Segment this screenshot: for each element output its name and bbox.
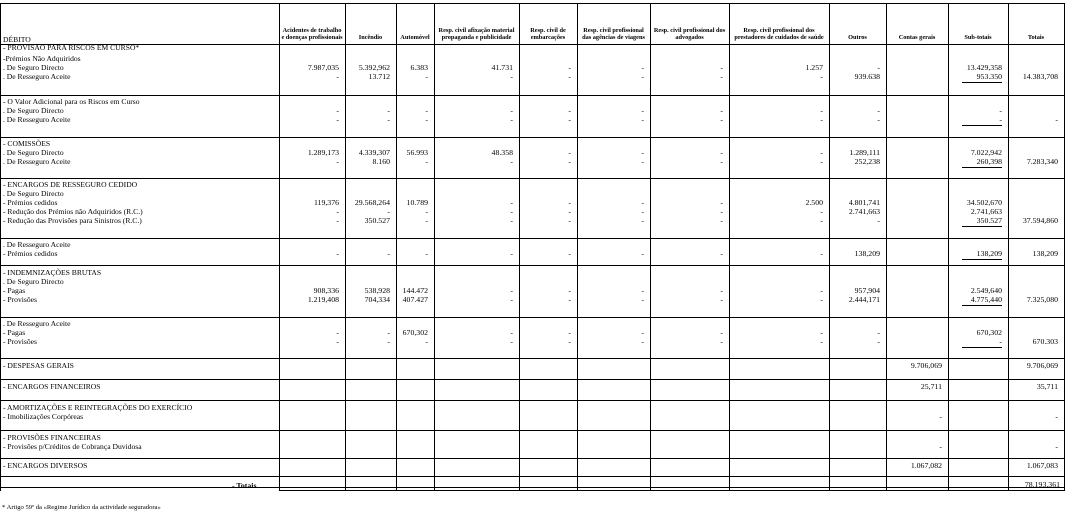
column-header (519, 5, 577, 41)
table-cell: - (641, 295, 644, 304)
table-cell: 350.527 (364, 216, 390, 225)
table-cell: - (425, 157, 428, 166)
table-cell: - (720, 115, 723, 124)
row-label: - ENCARGOS FINANCEIROS (3, 382, 101, 391)
table-cell: - (720, 216, 723, 225)
table-cell: - (387, 115, 390, 124)
subtotal-rule (962, 167, 1002, 168)
table-cell: - (387, 337, 390, 346)
table-cell: - (720, 295, 723, 304)
table-cell: 35,711 (1036, 382, 1058, 391)
table-cell: - (336, 106, 339, 115)
table-cell: - (425, 249, 428, 258)
row-label: . De Seguro Directo (3, 106, 64, 115)
column-header-text: Resp. civil afixação material propaganda e publicidade (438, 27, 515, 41)
column-rule (577, 3, 578, 491)
table-cell: - (641, 148, 644, 157)
row-label: . De Resseguro Aceite (3, 157, 71, 166)
table-cell: - (387, 328, 390, 337)
table-cell: 7.283,340 (1026, 157, 1058, 166)
table-cell: - (820, 216, 823, 225)
column-header (948, 5, 1008, 41)
table-cell: - (568, 148, 571, 157)
column-header-text: Acidentes de trabalho e doenças profissionais (281, 27, 343, 41)
subtotal-rule (962, 125, 1002, 126)
column-header (345, 5, 396, 41)
table-cell: 670,302 (976, 328, 1002, 337)
row-label: - Prémios cedidos (3, 198, 58, 207)
column-header-text: Totais (1027, 34, 1045, 41)
row-label: - PROVISÕES FINANCEIRAS (3, 433, 101, 442)
table-cell: - (425, 216, 428, 225)
column-rule (279, 3, 280, 491)
table-cell: - (820, 115, 823, 124)
table-cell: - (641, 216, 644, 225)
table-cell: - (820, 249, 823, 258)
column-header-text: Automóvel (400, 34, 430, 41)
table-cell: 56.993 (406, 148, 428, 157)
row-label: . De Resseguro Aceite (3, 115, 71, 124)
table-cell: - (720, 207, 723, 216)
table-cell: 138,209 (1032, 249, 1058, 258)
column-header-text: Resp. civil profissional dos advogados (653, 27, 726, 41)
subtotal-rule (962, 259, 1002, 260)
row-label: - Provisões p/Créditos de Cobrança Duvidosa (3, 442, 142, 451)
row-rule (0, 137, 1064, 138)
table-cell: 538,928 (364, 286, 390, 295)
table-cell: - (510, 216, 513, 225)
table-cell: - (641, 337, 644, 346)
table-cell: - (641, 198, 644, 207)
column-rule (948, 3, 949, 491)
table-cell: 25,711 (920, 382, 942, 391)
row-rule (0, 379, 1064, 380)
row-label: -Prémios Não Adquiridos (3, 54, 81, 63)
grand-total: 78.193,361 (1024, 480, 1060, 489)
column-header-text: Incêndio (358, 34, 383, 41)
table-cell: - (820, 207, 823, 216)
table-cell: 29.568,264 (354, 198, 390, 207)
table-cell: - (510, 198, 513, 207)
row-label: - Redução dos Prémios não Adquiridos (R.C.) (3, 207, 143, 216)
row-rule (0, 265, 1064, 266)
table-cell: - (999, 337, 1002, 346)
column-rule (729, 3, 730, 491)
column-header (886, 5, 948, 41)
table-cell: - (939, 442, 942, 451)
table-cell: - (877, 63, 880, 72)
table-cell: - (999, 115, 1002, 124)
table-cell: - (720, 198, 723, 207)
table-cell: - (720, 63, 723, 72)
table-cell: - (641, 157, 644, 166)
table-cell: - (568, 286, 571, 295)
table-cell: - (336, 216, 339, 225)
table-cell: - (387, 207, 390, 216)
row-label: - Provisões (3, 337, 37, 346)
totals-label: - Totais (232, 481, 257, 490)
column-header (829, 5, 886, 41)
table-cell: - (820, 295, 823, 304)
table-cell: - (568, 328, 571, 337)
table-cell: 13.429,358 (966, 63, 1002, 72)
row-label: . De Resseguro Aceite (3, 72, 71, 81)
table-cell: - (820, 328, 823, 337)
table-cell: - (510, 328, 513, 337)
subtotal-rule (962, 305, 1002, 306)
table-cell: - (720, 157, 723, 166)
row-rule (0, 458, 1064, 459)
row-label: . De Seguro Directo (3, 277, 64, 286)
table-cell: 4.339,307 (358, 148, 390, 157)
table-cell: - (820, 106, 823, 115)
column-header (1008, 5, 1064, 41)
table-cell: 7.987,035 (307, 63, 339, 72)
table-cell: - (510, 295, 513, 304)
table-cell: - (510, 115, 513, 124)
table-cell: - (510, 72, 513, 81)
row-label: - O Valor Adicional para os Riscos em Curso (3, 97, 140, 106)
row-label: - DESPESAS GERAIS (3, 361, 74, 370)
table-cell: - (820, 157, 823, 166)
table-cell: 957,904 (854, 286, 880, 295)
table-cell: - (336, 249, 339, 258)
table-cell: - (720, 337, 723, 346)
row-rule (0, 95, 1064, 96)
column-header (650, 5, 729, 41)
row-label: . De Seguro Directo (3, 63, 64, 72)
row-rule (0, 487, 1064, 488)
table-cell: - (425, 337, 428, 346)
table-cell: - (336, 207, 339, 216)
table-cell: - (1055, 115, 1058, 124)
table-cell: 6.383 (410, 63, 428, 72)
table-cell: 2.500 (805, 198, 823, 207)
table-cell: 939.638 (854, 72, 880, 81)
footnote: * Artigo 59º da «Regime Jurídico da actividade seguradora» (2, 504, 161, 511)
table-cell: - (641, 328, 644, 337)
table-cell: 670.303 (1032, 337, 1058, 346)
table-cell: - (336, 157, 339, 166)
table-cell: 1.257 (805, 63, 823, 72)
table-cell: 704,334 (364, 295, 390, 304)
table-cell: - (641, 106, 644, 115)
table-cell: 9.706,069 (1026, 361, 1058, 370)
table-cell: 37.594,860 (1022, 216, 1058, 225)
table-cell: 10.789 (406, 198, 428, 207)
column-header-text: Contas gerais (898, 34, 936, 41)
column-rule (650, 3, 651, 491)
table-cell: - (336, 115, 339, 124)
row-rule (0, 430, 1064, 431)
subtotal-rule (962, 226, 1002, 227)
table-cell: - (568, 207, 571, 216)
table-cell: - (720, 286, 723, 295)
total-rule (279, 490, 1064, 491)
table-cell: 1.289,111 (849, 148, 880, 157)
row-label: - ENCARGOS DIVERSOS (3, 461, 88, 470)
table-cell: - (510, 106, 513, 115)
table-cell: - (939, 412, 942, 421)
column-header (434, 5, 519, 41)
column-header (396, 5, 434, 41)
row-label: . De Seguro Directo (3, 148, 64, 157)
table-cell: 1.067,082 (910, 461, 942, 470)
table-cell: - (877, 106, 880, 115)
table-cell: - (820, 148, 823, 157)
table-cell: 350.527 (976, 216, 1002, 225)
column-rule (396, 3, 397, 491)
table-cell: - (641, 115, 644, 124)
table-cell: - (877, 337, 880, 346)
table-cell: - (641, 207, 644, 216)
row-rule (0, 317, 1064, 318)
table-cell: - (425, 115, 428, 124)
row-label: . De Resseguro Aceite (3, 319, 71, 328)
table-cell: 2.444,171 (848, 295, 880, 304)
table-cell: - (568, 216, 571, 225)
row-label: - Pagas (3, 286, 26, 295)
column-header (729, 5, 829, 41)
table-cell: - (820, 72, 823, 81)
table-cell: - (568, 295, 571, 304)
table-cell: 2.549,640 (970, 286, 1002, 295)
column-header-text: Resp. civil profissional das agências de viagens (582, 27, 645, 41)
row-label: - Prémios cedidos (3, 249, 58, 258)
table-cell: - (720, 106, 723, 115)
table-cell: 252,238 (854, 157, 880, 166)
table-cell: - (425, 207, 428, 216)
table-cell: - (820, 337, 823, 346)
column-header-text: Resp. civil profissional dos prestadores de cuidados de saúde (734, 27, 824, 41)
table-cell: 138,209 (976, 249, 1002, 258)
table-cell: 670,302 (402, 328, 428, 337)
table-cell: - (720, 328, 723, 337)
table-cell: 5.392,962 (358, 63, 390, 72)
table-cell: - (641, 63, 644, 72)
table-cell: 8.160 (372, 157, 390, 166)
table-cell: - (720, 72, 723, 81)
debit-label: DÉBITO (3, 35, 31, 44)
column-header-text: Outros (848, 34, 867, 41)
column-rule (345, 3, 346, 491)
table-cell: - (877, 216, 880, 225)
subtotal-rule (962, 347, 1002, 348)
table-cell: - (568, 249, 571, 258)
table-cell: 260,398 (976, 157, 1002, 166)
table-cell: - (510, 157, 513, 166)
row-label: - COMISSÕES (3, 139, 51, 148)
table-cell: - (510, 207, 513, 216)
row-label: - Redução das Provisões para Sinistros (R.C.) (3, 216, 142, 225)
table-cell: - (641, 249, 644, 258)
row-label: - Provisões (3, 295, 37, 304)
table-cell: 7.022,942 (970, 148, 1002, 157)
row-label: . De Resseguro Aceite (3, 240, 71, 249)
row-label: - ENCARGOS DE RESSEGURO CEDIDO (3, 180, 138, 189)
table-cell: 9.706,069 (910, 361, 942, 370)
table-cell: - (720, 249, 723, 258)
table-cell: 407.427 (402, 295, 428, 304)
row-label: . De Seguro Directo (3, 189, 64, 198)
table-cell: - (425, 72, 428, 81)
table-cell: 4.801,741 (848, 198, 880, 207)
table-cell: 41.731 (491, 63, 513, 72)
table-cell: - (568, 115, 571, 124)
table-cell: 13.712 (368, 72, 390, 81)
row-rule (0, 476, 1064, 477)
row-rule (0, 400, 1064, 401)
column-rule (519, 3, 520, 491)
row-label: - Pagas (3, 328, 26, 337)
row-label: - INDEMNIZAÇÕES BRUTAS (3, 268, 102, 277)
row-label: - PROVISÃO PARA RISCOS EM CURSO* (3, 43, 140, 52)
table-cell: - (877, 328, 880, 337)
column-rule (886, 3, 887, 491)
table-cell: - (568, 198, 571, 207)
table-cell: - (720, 148, 723, 157)
table-cell: 1.067,083 (1026, 461, 1058, 470)
table-cell: - (336, 337, 339, 346)
table-cell: - (1055, 442, 1058, 451)
table-cell: - (510, 337, 513, 346)
row-label: - Imobilizações Corpóreas (3, 412, 84, 421)
subtotal-rule (962, 82, 1002, 83)
column-header (279, 5, 345, 41)
table-cell: - (387, 249, 390, 258)
column-rule (829, 3, 830, 491)
table-cell: - (568, 337, 571, 346)
row-label: - AMORTIZAÇÕES E REINTEGRAÇÕES DO EXERCÍCIO (3, 403, 193, 412)
table-cell: - (641, 72, 644, 81)
table-cell: - (425, 106, 428, 115)
table-cell: - (820, 286, 823, 295)
table-cell: 908,336 (313, 286, 339, 295)
table-cell: 34.502,670 (966, 198, 1002, 207)
table-cell: 4.775,440 (970, 295, 1002, 304)
row-rule (0, 178, 1064, 179)
table-cell: - (568, 106, 571, 115)
table-cell: 144.472 (402, 286, 428, 295)
column-header-text: Sub-totais (964, 34, 992, 41)
column-rule (0, 3, 1, 491)
table-cell: 1.289,173 (307, 148, 339, 157)
column-header-text: Resp. civil de embarcações (530, 27, 566, 41)
table-cell: - (336, 328, 339, 337)
table-cell: - (336, 72, 339, 81)
row-rule (0, 238, 1064, 239)
table-cell: - (568, 72, 571, 81)
table-cell: 953.350 (976, 72, 1002, 81)
table-cell: - (641, 286, 644, 295)
table-cell: - (999, 106, 1002, 115)
table-cell: 7.325,080 (1026, 295, 1058, 304)
table-cell: 2.741,663 (970, 207, 1002, 216)
table-cell: - (568, 157, 571, 166)
table-cell: - (387, 106, 390, 115)
row-rule (0, 358, 1064, 359)
table-cell: - (568, 63, 571, 72)
table-cell: - (510, 286, 513, 295)
column-rule (1008, 3, 1009, 491)
table-cell: 138,209 (854, 249, 880, 258)
table-cell: 14.383,708 (1022, 72, 1058, 81)
table-cell: - (877, 115, 880, 124)
table-cell: 48.358 (491, 148, 513, 157)
table-cell: - (510, 249, 513, 258)
table-cell: 119,376 (313, 198, 339, 207)
column-header (577, 5, 650, 41)
column-rule (1064, 3, 1065, 491)
column-rule (434, 3, 435, 491)
row-rule (0, 3, 1064, 4)
table-cell: 2.741,663 (848, 207, 880, 216)
table-cell: 1.219,408 (307, 295, 339, 304)
row-rule (0, 44, 1064, 45)
table-cell: - (1055, 412, 1058, 421)
